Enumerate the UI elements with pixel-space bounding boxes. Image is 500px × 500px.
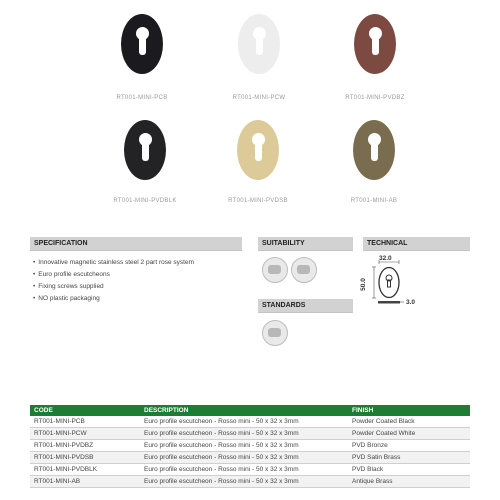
code-cell: RT001-MINI-PVDBLK	[30, 464, 140, 476]
escutcheon-image	[124, 120, 166, 180]
description-cell: Euro profile escutcheon - Rosso mini - 50 x 32 x 3mm	[140, 416, 348, 428]
suitability-heading: SUITABILITY	[258, 237, 353, 250]
description-cell: Euro profile escutcheon - Rosso mini - 50 x 32 x 3mm	[140, 452, 348, 464]
standards-heading: STANDARDS	[258, 299, 353, 312]
bathroom-door-icon	[291, 257, 317, 283]
column-header-finish: FINISH	[348, 405, 470, 416]
table-row	[30, 452, 470, 464]
finish-cell: PVD Satin Brass	[348, 452, 470, 464]
product-code-label: RT001-MINI-PCB	[116, 95, 168, 101]
table-row	[30, 440, 470, 452]
description-cell: Euro profile escutcheon - Rosso mini - 50 x 32 x 3mm	[140, 440, 348, 452]
code-cell: RT001-MINI-PVDBZ	[30, 440, 140, 452]
table-row	[30, 428, 470, 440]
escutcheon-image	[121, 14, 163, 74]
specification-list	[33, 257, 194, 305]
standards-badge-icon	[262, 320, 288, 346]
divider	[363, 250, 470, 251]
spec-item: • NO plastic packaging	[33, 293, 194, 305]
table-row	[30, 464, 470, 476]
finish-cell: Antique Brass	[348, 476, 470, 488]
table-header-row	[30, 405, 470, 416]
product-pvdsb	[198, 120, 318, 210]
product-code-label: RT001-MINI-PCW	[232, 95, 286, 101]
finish-cell: PVD Bronze	[348, 440, 470, 452]
code-cell: RT001-MINI-AB	[30, 476, 140, 488]
divider	[258, 250, 353, 251]
product-code-label: RT001-MINI-AB	[350, 198, 398, 204]
code-cell: RT001-MINI-PCW	[30, 428, 140, 440]
technical-heading: TECHNICAL	[363, 237, 470, 250]
spec-item: • Euro profile escutcheons	[33, 269, 194, 281]
product-code-label: RT001-MINI-PVDSB	[228, 198, 288, 204]
escutcheon-image	[354, 14, 396, 74]
divider	[30, 250, 242, 251]
column-header-code: CODE	[30, 405, 140, 416]
product-codes-table	[30, 405, 470, 488]
code-cell: RT001-MINI-PVDSB	[30, 452, 140, 464]
escutcheon-image	[353, 120, 395, 180]
divider	[258, 312, 353, 313]
product-pvdblk	[85, 120, 205, 210]
product-ab	[314, 120, 434, 210]
finish-cell: PVD Black	[348, 464, 470, 476]
escutcheon-image	[238, 14, 280, 74]
table-row	[30, 416, 470, 428]
height-dimension-label: 50.0	[359, 278, 367, 291]
specification-heading: SPECIFICATION	[30, 237, 242, 250]
product-code-label: RT001-MINI-PVDBLK	[113, 198, 177, 204]
description-cell: Euro profile escutcheon - Rosso mini - 50 x 32 x 3mm	[140, 476, 348, 488]
internal-door-icon	[262, 257, 288, 283]
spec-item: • Fixing screws supplied	[33, 281, 194, 293]
spec-item: • Innovative magnetic stainless steel 2 part rose system	[33, 257, 194, 269]
column-header-description: DESCRIPTION	[140, 405, 348, 416]
finish-cell: Powder Coated White	[348, 428, 470, 440]
product-code-label: RT001-MINI-PVDBZ	[345, 95, 405, 101]
depth-dimension-label: 3.0	[406, 299, 416, 306]
table-row	[30, 476, 470, 488]
width-dimension-label: 32.0	[379, 255, 392, 262]
description-cell: Euro profile escutcheon - Rosso mini - 50 x 32 x 3mm	[140, 428, 348, 440]
finish-cell: Powder Coated Black	[348, 416, 470, 428]
code-cell: RT001-MINI-PCB	[30, 416, 140, 428]
product-pvdbz	[315, 14, 435, 104]
product-pcb	[82, 14, 202, 104]
escutcheon-image	[237, 120, 279, 180]
product-pcw	[199, 14, 319, 104]
description-cell: Euro profile escutcheon - Rosso mini - 50 x 32 x 3mm	[140, 464, 348, 476]
